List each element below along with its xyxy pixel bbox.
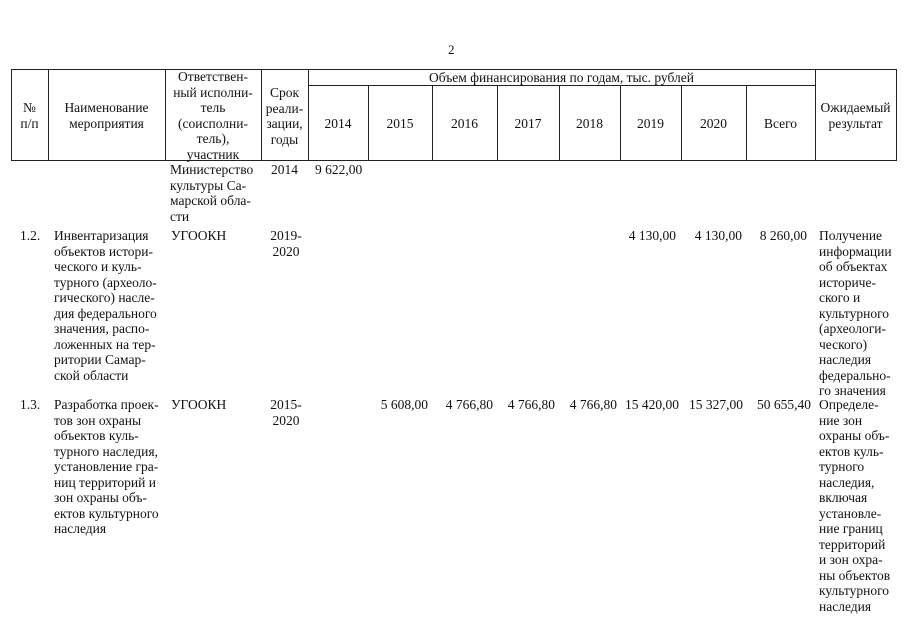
row3-term: 2015- 2020: [270, 397, 302, 428]
page-number: 2: [448, 42, 455, 57]
header-year-2020: 2020: [700, 116, 727, 131]
header-term: Срок реали- зации, годы: [265, 85, 304, 147]
header-result: Ожидаемый результат: [820, 100, 891, 131]
row3-value-2017: 4 766,80: [507, 397, 555, 412]
row1-value-2014: 9 622,00: [315, 162, 363, 177]
col-border: [896, 69, 897, 161]
header-year-2014: 2014: [324, 116, 352, 131]
row3-num: 1.3.: [20, 397, 41, 412]
header-name: Наименование мероприятия: [64, 100, 149, 131]
row3-name: Разработка проек- тов зон охраны объектов куль- турного наследия, установление гра- ниц территорий и зон охраны объ- ектов культурного наследия: [54, 397, 159, 536]
row1-term: 2014: [271, 162, 298, 177]
row3-executor: УГООКН: [171, 397, 227, 412]
row3-value-2016: 4 766,80: [445, 397, 493, 412]
row2-value-2019: 4 130,00: [628, 228, 676, 243]
header-year-2016: 2016: [451, 116, 478, 131]
row3-result: Определе- ние зон охраны объ- ектов куль- турного наследия, включая установле- ние границ территорий и зон охра- ны объектов культурного наследия: [819, 397, 891, 614]
header-year-2019: 2019: [637, 116, 664, 131]
header-num: № п/п: [20, 100, 39, 131]
row2-value-2020: 4 130,00: [694, 228, 742, 243]
row3-value-2019: 15 420,00: [625, 397, 679, 412]
header-year-2018: 2018: [576, 116, 603, 131]
row2-executor: УГООКН: [171, 228, 227, 243]
row3-value-2015: 5 608,00: [380, 397, 428, 412]
row2-num: 1.2.: [20, 228, 41, 243]
row3-value-total: 50 655,40: [757, 397, 811, 412]
row3-value-2020: 15 327,00: [689, 397, 743, 412]
row1-executor: Министерство культуры Са- марской обла- сти: [170, 162, 254, 224]
header-year-2015: 2015: [386, 116, 414, 131]
header-executor: Ответствен- ный исполни- тель (соисполни- тель), участник: [173, 69, 253, 162]
header-bottom-border: [11, 160, 896, 161]
header-year-2017: 2017: [514, 116, 542, 131]
row2-term: 2019- 2020: [270, 228, 302, 259]
row2-result: Получение информации об объектах историче- ского и культурного (археологи- ческого) наследия федерально- го значения: [819, 228, 892, 398]
row2-value-total: 8 260,00: [759, 228, 807, 243]
header-total: Всего: [763, 116, 798, 131]
header-financing: Объем финансирования по годам, тыс. рублей: [429, 70, 694, 85]
row3-value-2018: 4 766,80: [569, 397, 617, 412]
row2-name: Инвентаризация объектов истори- ческого и куль- турного (археоло- гического) насле- дия федерального значения, распо- ложенных на тер- ритории Самар- ской области: [54, 228, 157, 383]
